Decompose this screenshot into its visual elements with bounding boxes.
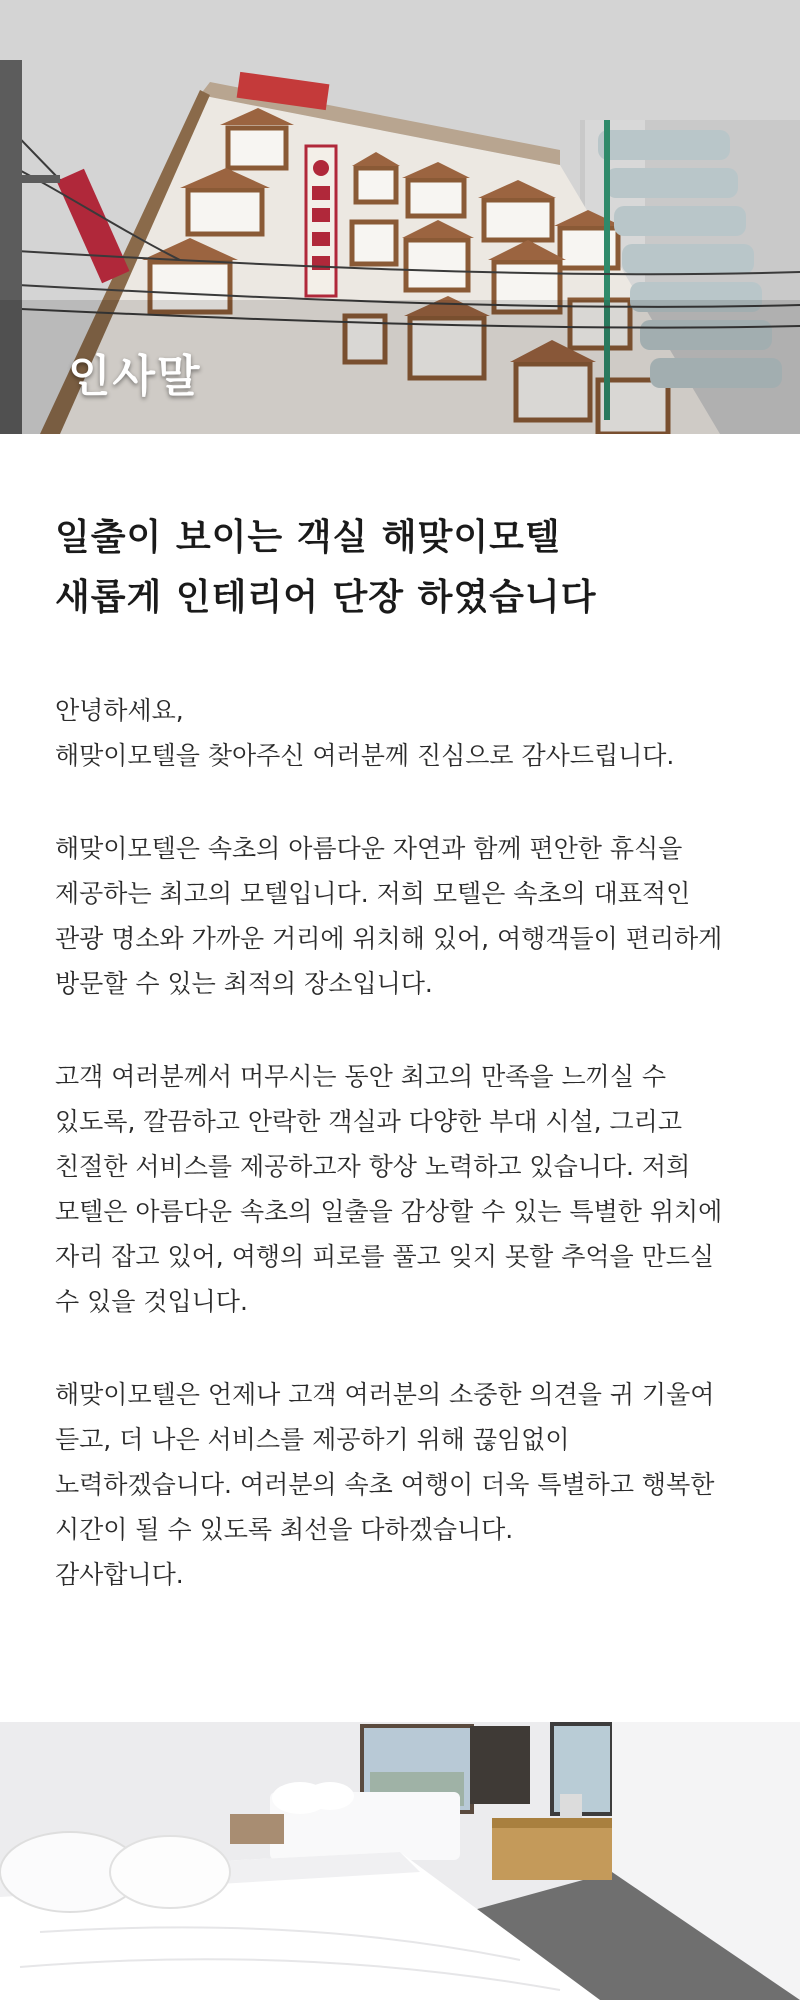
paragraph-greeting [55, 688, 775, 778]
body-line: 안녕하세요, [55, 696, 184, 725]
body-line: 모텔은 아름다운 속초의 일출을 감상할 수 있는 특별한 위치에 [55, 1197, 723, 1226]
intro-headline [55, 508, 755, 628]
hero-banner [0, 0, 800, 434]
paragraph-intro [55, 826, 775, 1006]
body-line: 고객 여러분께서 머무시는 동안 최고의 만족을 느끼실 수 [55, 1062, 667, 1091]
greeting-body [55, 688, 775, 1645]
body-line: 친절한 서비스를 제공하고자 항상 노력하고 있습니다. 저희 [55, 1152, 691, 1181]
body-line: 있도록, 깔끔하고 안락한 객실과 다양한 부대 시설, 그리고 [55, 1107, 682, 1136]
body-line: 수 있을 것입니다. [55, 1287, 248, 1316]
room-photo [0, 1722, 800, 2000]
body-line: 관광 명소와 가까운 거리에 위치해 있어, 여행객들이 편리하게 [55, 924, 723, 953]
guest-room-image [0, 1722, 800, 2000]
body-line: 해맞이모텔은 속초의 아름다운 자연과 함께 편안한 휴식을 [55, 834, 683, 863]
body-line: 시간이 될 수 있도록 최선을 다하겠습니다. [55, 1515, 514, 1544]
paragraph-service [55, 1054, 775, 1324]
headline [55, 508, 755, 628]
paragraph-closing [55, 1372, 775, 1597]
body-line: 듣고, 더 나은 서비스를 제공하기 위해 끊임없이 [55, 1425, 570, 1454]
body-line: 해맞이모텔을 찾아주신 여러분께 진심으로 감사드립니다. [55, 741, 675, 770]
body-line: 노력하겠습니다. 여러분의 속초 여행이 더욱 특별하고 행복한 [55, 1470, 715, 1499]
body-line: 제공하는 최고의 모텔입니다. 저희 모텔은 속초의 대표적인 [55, 879, 691, 908]
body-line: 방문할 수 있는 최적의 장소입니다. [55, 969, 433, 998]
body-line: 자리 잡고 있어, 여행의 피로를 풀고 잊지 못할 추억을 만드실 [55, 1242, 715, 1271]
headline-line: 일출이 보이는 객실 해맞이모텔 [55, 517, 561, 558]
page-title: 인사말 [68, 351, 202, 402]
headline-line: 새롭게 인테리어 단장 하였습니다 [55, 577, 597, 618]
body-line: 감사합니다. [55, 1560, 184, 1589]
body-line: 해맞이모텔은 언제나 고객 여러분의 소중한 의견을 귀 기울여 [55, 1380, 715, 1409]
